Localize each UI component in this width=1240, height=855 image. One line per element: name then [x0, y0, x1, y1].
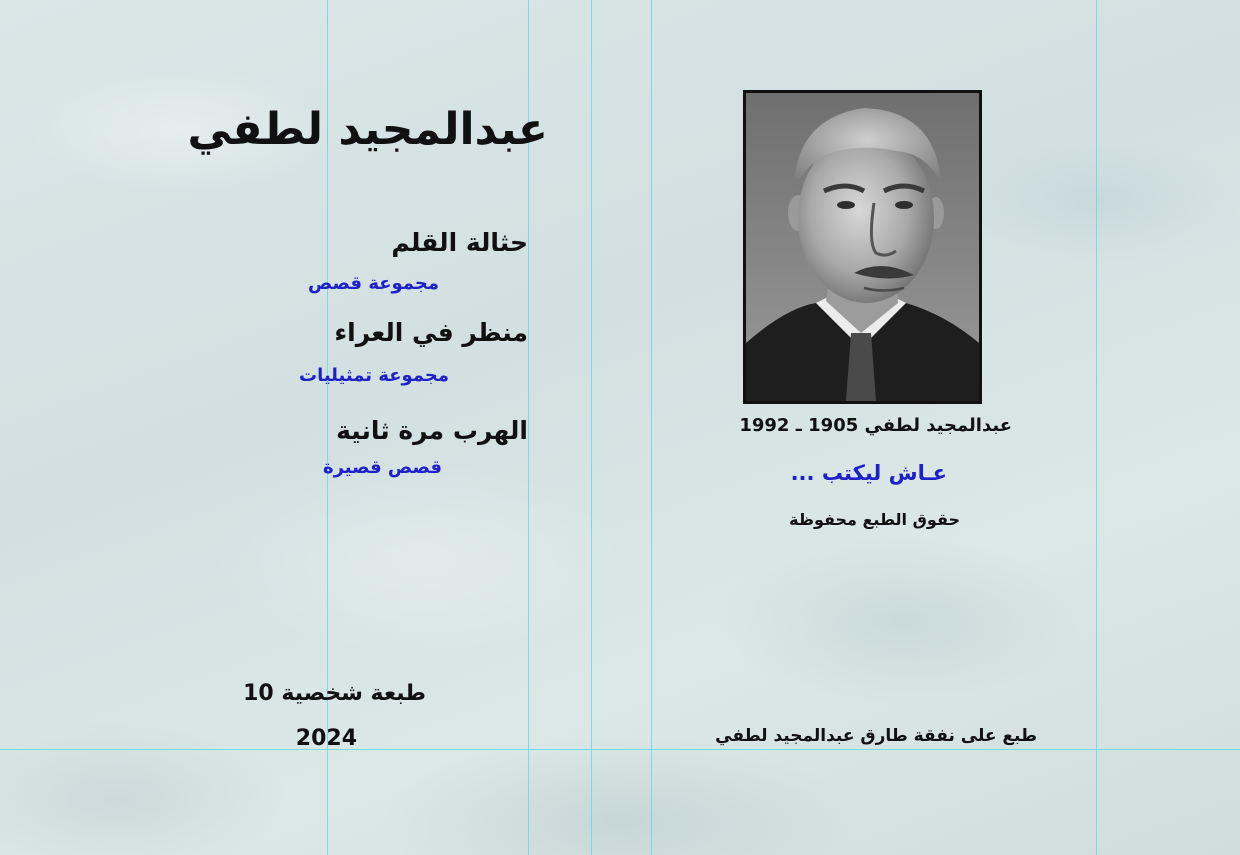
- edition-year: 2024: [295, 726, 357, 751]
- guide-line-vertical: [651, 0, 652, 855]
- book-subtitle-2: مجموعة تمثيليات: [298, 365, 449, 386]
- book-title-3: الهرب مرة ثانية: [336, 416, 528, 445]
- author-portrait-image: [746, 93, 979, 401]
- book-title-1: حثالة القلم: [391, 228, 528, 257]
- book-subtitle-1: مجموعة قصص: [307, 273, 439, 294]
- guide-line-vertical: [1096, 0, 1097, 855]
- guide-line-vertical: [591, 0, 592, 855]
- edition-label: طبعة شخصية 10: [243, 681, 426, 706]
- guide-line-horizontal: [0, 749, 1240, 750]
- publisher-note: طبع على نفقة طارق عبدالمجيد لطفي: [715, 726, 1037, 746]
- author-portrait: [743, 90, 982, 404]
- portrait-caption: عبدالمجيد لطفي 1905 ـ 1992: [739, 415, 1012, 436]
- book-subtitle-3: قصص قصيرة: [322, 457, 442, 478]
- author-title: عبدالمجيد لطفي: [187, 104, 548, 155]
- book-title-2: منظر في العراء: [334, 318, 528, 347]
- motto-text: عـاش ليكتب ...: [790, 461, 947, 485]
- rights-notice: حقوق الطبع محفوظة: [789, 510, 960, 529]
